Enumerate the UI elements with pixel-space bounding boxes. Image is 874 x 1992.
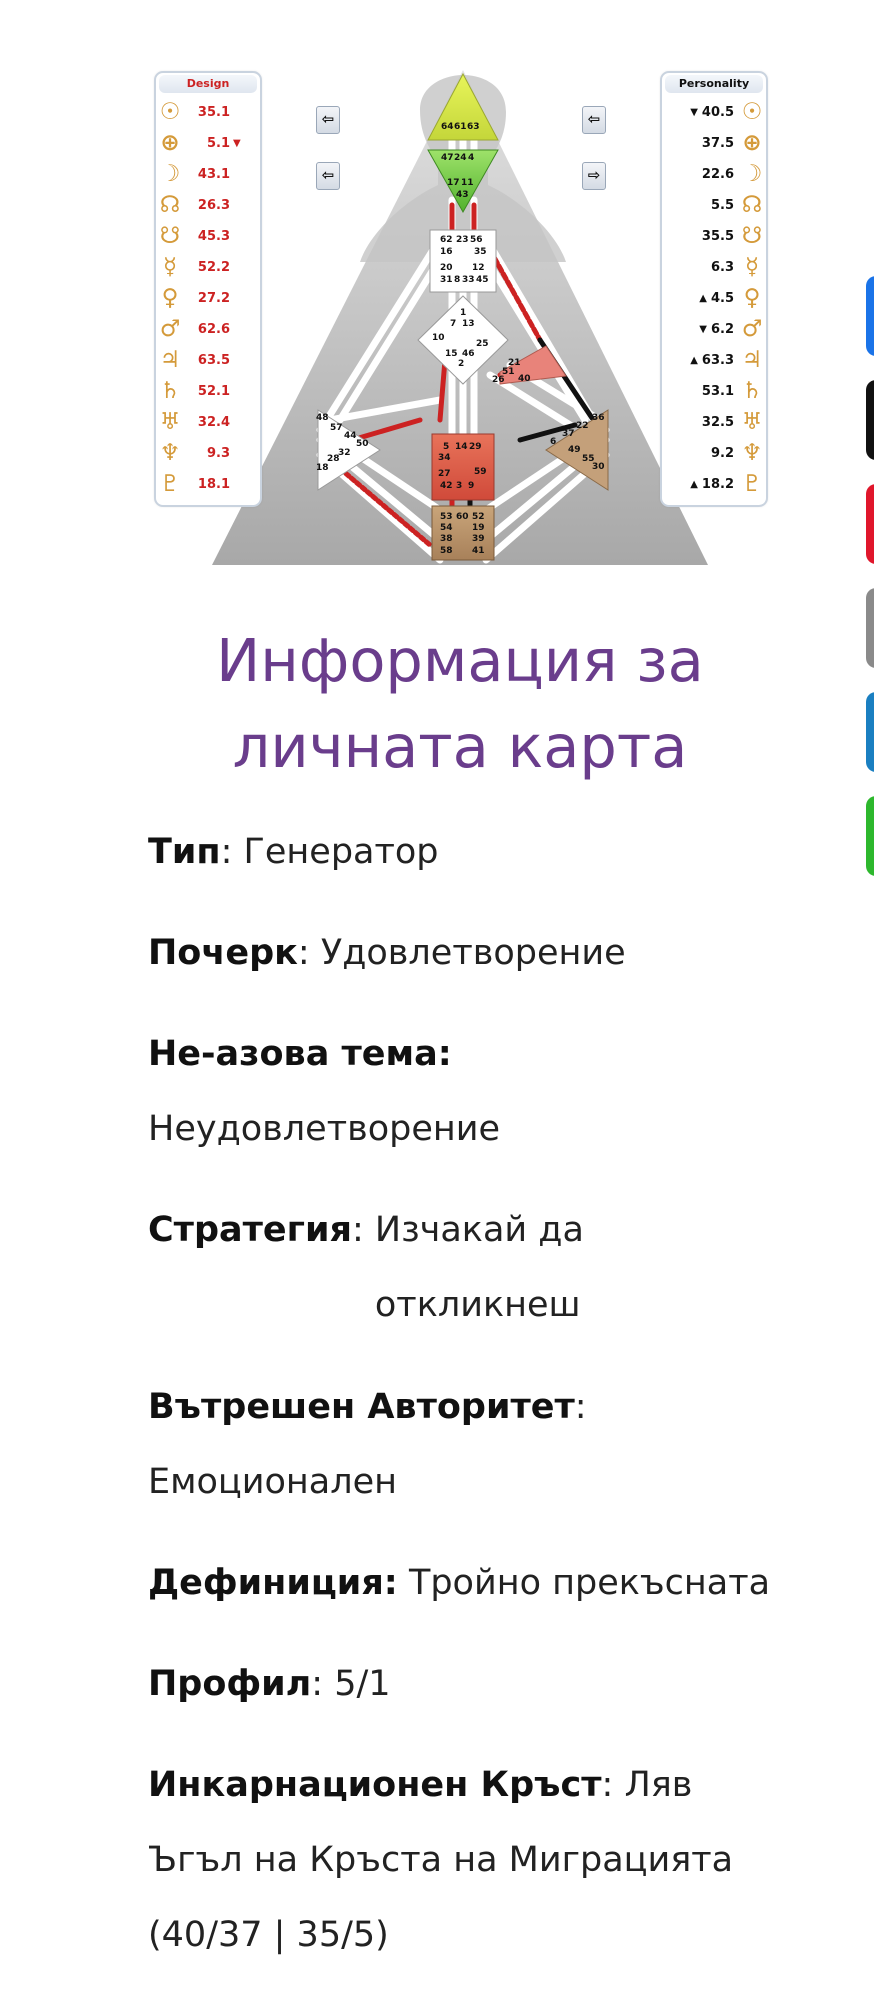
planet-symbol-icon: ♇ [159,471,181,497]
gate-label: 44 [344,431,357,441]
side-share-button[interactable] [866,588,874,668]
planet-gate-value: 35.5 [701,228,734,244]
planet-symbol-icon: ♅ [159,409,181,435]
planet-gate-value: 63.3 [701,352,734,368]
field-definition [148,1546,778,1621]
planet-row [662,438,766,468]
planet-symbol-icon: ♃ [159,347,181,373]
planet-symbol-icon: ☽ [159,161,181,187]
planet-symbol-icon: ♄ [741,378,763,404]
planet-gate-value: 63.5 [197,352,230,368]
field-label: Почерк [148,933,298,973]
planet-row [156,128,260,158]
field-incarnation-cross [148,1748,778,1973]
gate-label: 37 [562,429,575,439]
field-separator: : [220,832,233,872]
gate-label: 17 [447,178,460,188]
gate-label: 49 [568,445,581,455]
planet-row [156,407,260,437]
gate-label: 7 [450,319,457,329]
gate-label: 47 [441,153,454,163]
personality-panel-title: Personality [665,75,763,93]
personality-panel [660,71,768,507]
planet-symbol-icon: ☿ [162,254,178,280]
side-share-button[interactable] [866,380,874,460]
planet-gate-value: 52.1 [197,383,230,399]
gate-label: 36 [592,413,605,423]
field-label: Вътрешен Авторитет [148,1387,575,1427]
planet-symbol-icon: ⊕ [742,130,762,156]
planet-arrow-icon: ▼ [233,137,241,149]
gate-label: 53 [440,512,453,522]
field-label: Стратегия [148,1210,352,1250]
gate-label: 38 [440,534,453,544]
planet-gate-value: 18.2 [701,476,734,492]
planet-symbol-icon: ☽ [741,161,763,187]
field-separator: : [574,1387,587,1427]
planet-gate-value: 35.1 [197,104,230,120]
field-value: Изчакай да откликнеш [374,1210,584,1325]
planet-gate-value: 32.5 [701,414,734,430]
gate-label: 32 [338,448,351,458]
planet-row [662,190,766,220]
gate-label: 29 [469,442,482,452]
gate-label: 33 [462,275,475,285]
side-share-button[interactable] [866,692,874,772]
planet-symbol-icon: ☊ [741,192,763,218]
planet-gate-value: 62.6 [197,321,230,337]
field-value: Удовлетворение [320,933,626,973]
planet-symbol-icon: ♇ [741,471,763,497]
planet-symbol-icon: ♆ [159,440,181,466]
planet-row [662,376,766,406]
side-share-button[interactable] [866,276,874,356]
planet-symbol-icon: ♃ [741,347,763,373]
arrow-left-icon[interactable]: ⇦ [316,162,340,190]
field-separator: : [351,1210,364,1250]
field-value: Генератор [243,832,439,872]
gate-label: 5 [443,442,450,452]
gate-label: 41 [472,546,485,556]
gate-label: 61 [454,122,467,132]
planet-symbol-icon: ☿ [744,254,760,280]
gate-label: 4 [468,153,475,163]
planet-symbol-icon: ⊕ [160,130,180,156]
gate-label: 57 [330,423,343,433]
gate-label: 22 [576,421,589,431]
gate-label: 25 [476,339,489,349]
gate-label: 3 [456,481,463,491]
planet-row [662,159,766,189]
field-strategy [148,1193,778,1343]
gate-label: 30 [592,462,605,472]
field-label: Не-азова тема: [148,1034,452,1074]
planet-row [156,469,260,499]
design-panel [154,71,262,507]
gate-label: 48 [316,413,329,423]
planet-row [156,190,260,220]
field-label: Инкарнационен Кръст [148,1765,602,1805]
planet-gate-value: 43.1 [197,166,230,182]
planet-gate-value: 27.2 [197,290,230,306]
planet-gate-value: 40.5 [701,104,734,120]
planet-gate-value: 4.5 [710,290,734,306]
bodygraph-chart [0,0,874,580]
arrow-left-icon[interactable]: ⇦ [582,106,606,134]
gate-label: 19 [472,523,485,533]
planet-gate-value: 45.3 [197,228,230,244]
gate-label: 39 [472,534,485,544]
planet-symbol-icon: ☉ [741,99,763,125]
planet-symbol-icon: ♀ [743,285,761,311]
field-label: Профил [148,1664,312,1704]
gate-label: 2 [458,359,465,369]
gate-label: 64 [441,122,454,132]
field-separator: : [297,933,310,973]
planet-row [662,97,766,127]
field-label: Тип [148,832,221,872]
planet-row [662,345,766,375]
gate-label: 10 [432,333,445,343]
field-value: 5/1 [334,1664,391,1704]
side-share-button[interactable] [866,796,874,876]
gate-label: 15 [445,349,458,359]
planet-symbol-icon: ♂ [159,316,181,342]
field-label: Дефиниция: [148,1563,398,1603]
gate-label: 24 [454,153,467,163]
planet-row [662,252,766,282]
planet-row [156,376,260,406]
gate-label: 58 [440,546,453,556]
gate-label: 16 [440,247,453,257]
gate-label: 27 [438,469,451,479]
planet-gate-value: 52.2 [197,259,230,275]
planet-gate-value: 5.1 [206,135,230,151]
page-title: Информация за личната карта [216,626,704,781]
planet-gate-value: 18.1 [197,476,230,492]
gate-label: 21 [508,358,521,368]
arrow-right-icon[interactable]: ⇨ [582,162,606,190]
planet-row [156,159,260,189]
field-type [148,815,778,890]
gate-label: 1 [460,308,467,318]
field-value: Неудовлетворение [148,1109,501,1149]
design-panel-title: Design [159,75,257,93]
planet-gate-value: 26.3 [197,197,230,213]
planet-gate-value: 22.6 [701,166,734,182]
planet-gate-value: 37.5 [701,135,734,151]
planet-gate-value: 5.5 [710,197,734,213]
gate-label: 35 [474,247,487,257]
gate-label: 9 [468,481,475,491]
planet-arrow-icon: ▲ [690,478,698,490]
gate-label: 8 [454,275,461,285]
gate-label: 20 [440,263,453,273]
gate-label: 40 [518,374,531,384]
gate-label: 45 [476,275,489,285]
planet-row [662,314,766,344]
gate-label: 60 [456,512,469,522]
planet-symbol-icon: ☉ [159,99,181,125]
gate-label: 6 [550,437,557,447]
gate-label: 63 [467,122,480,132]
planet-symbol-icon: ♆ [741,440,763,466]
planet-symbol-icon: ☋ [741,223,763,249]
planet-gate-value: 9.2 [710,445,734,461]
planet-row [156,438,260,468]
planet-symbol-icon: ♅ [741,409,763,435]
field-separator: : [311,1664,324,1704]
field-separator: : [601,1765,614,1805]
planet-row [156,221,260,251]
arrow-left-icon[interactable]: ⇦ [316,106,340,134]
gate-label: 31 [440,275,453,285]
planet-row [662,283,766,313]
planet-arrow-icon: ▼ [690,106,698,118]
gate-label: 55 [582,454,595,464]
gate-label: 42 [440,481,453,491]
gate-label: 28 [327,454,340,464]
planet-symbol-icon: ♂ [741,316,763,342]
gate-label: 59 [474,467,487,477]
gate-label: 51 [502,367,515,377]
planet-arrow-icon: ▼ [699,323,707,335]
field-inner-authority [148,1370,778,1520]
field-not-self-theme [148,1017,778,1167]
gate-label: 13 [462,319,475,329]
planet-arrow-icon: ▲ [699,292,707,304]
gate-label: 43 [456,190,469,200]
planet-symbol-icon: ☋ [159,223,181,249]
planet-gate-value: 32.4 [197,414,230,430]
planet-gate-value: 6.3 [710,259,734,275]
gate-label: 26 [492,375,505,385]
planet-symbol-icon: ♄ [159,378,181,404]
gate-label: 14 [455,442,468,452]
planet-row [156,97,260,127]
gate-label: 52 [472,512,485,522]
field-profile [148,1647,778,1722]
field-value: Ляв Ъгъл на Кръста на Миграцията (40/37 | 35/5) [148,1765,734,1955]
planet-gate-value: 9.3 [206,445,230,461]
planet-row [662,221,766,251]
gate-label: 18 [316,463,329,473]
gate-label: 62 [440,235,453,245]
planet-symbol-icon: ♀ [161,285,179,311]
planet-gate-value: 6.2 [710,321,734,337]
planet-row [662,407,766,437]
gate-label: 46 [462,349,475,359]
planet-row [156,252,260,282]
gate-label: 56 [470,235,483,245]
planet-symbol-icon: ☊ [159,192,181,218]
planet-row [156,314,260,344]
field-value: Емоционален [148,1462,398,1502]
field-value: Тройно прекъсната [408,1563,771,1603]
planet-arrow-icon: ▲ [690,354,698,366]
planet-gate-value: 53.1 [701,383,734,399]
gate-label: 50 [356,439,369,449]
gate-label: 23 [456,235,469,245]
field-signature [148,916,778,991]
planet-row [156,283,260,313]
planet-row [156,345,260,375]
gate-label: 54 [440,523,453,533]
planet-row [662,128,766,158]
planet-row [662,469,766,499]
gate-label: 34 [438,453,451,463]
gate-label: 12 [472,263,485,273]
side-share-button[interactable] [866,484,874,564]
gate-label: 11 [461,178,474,188]
